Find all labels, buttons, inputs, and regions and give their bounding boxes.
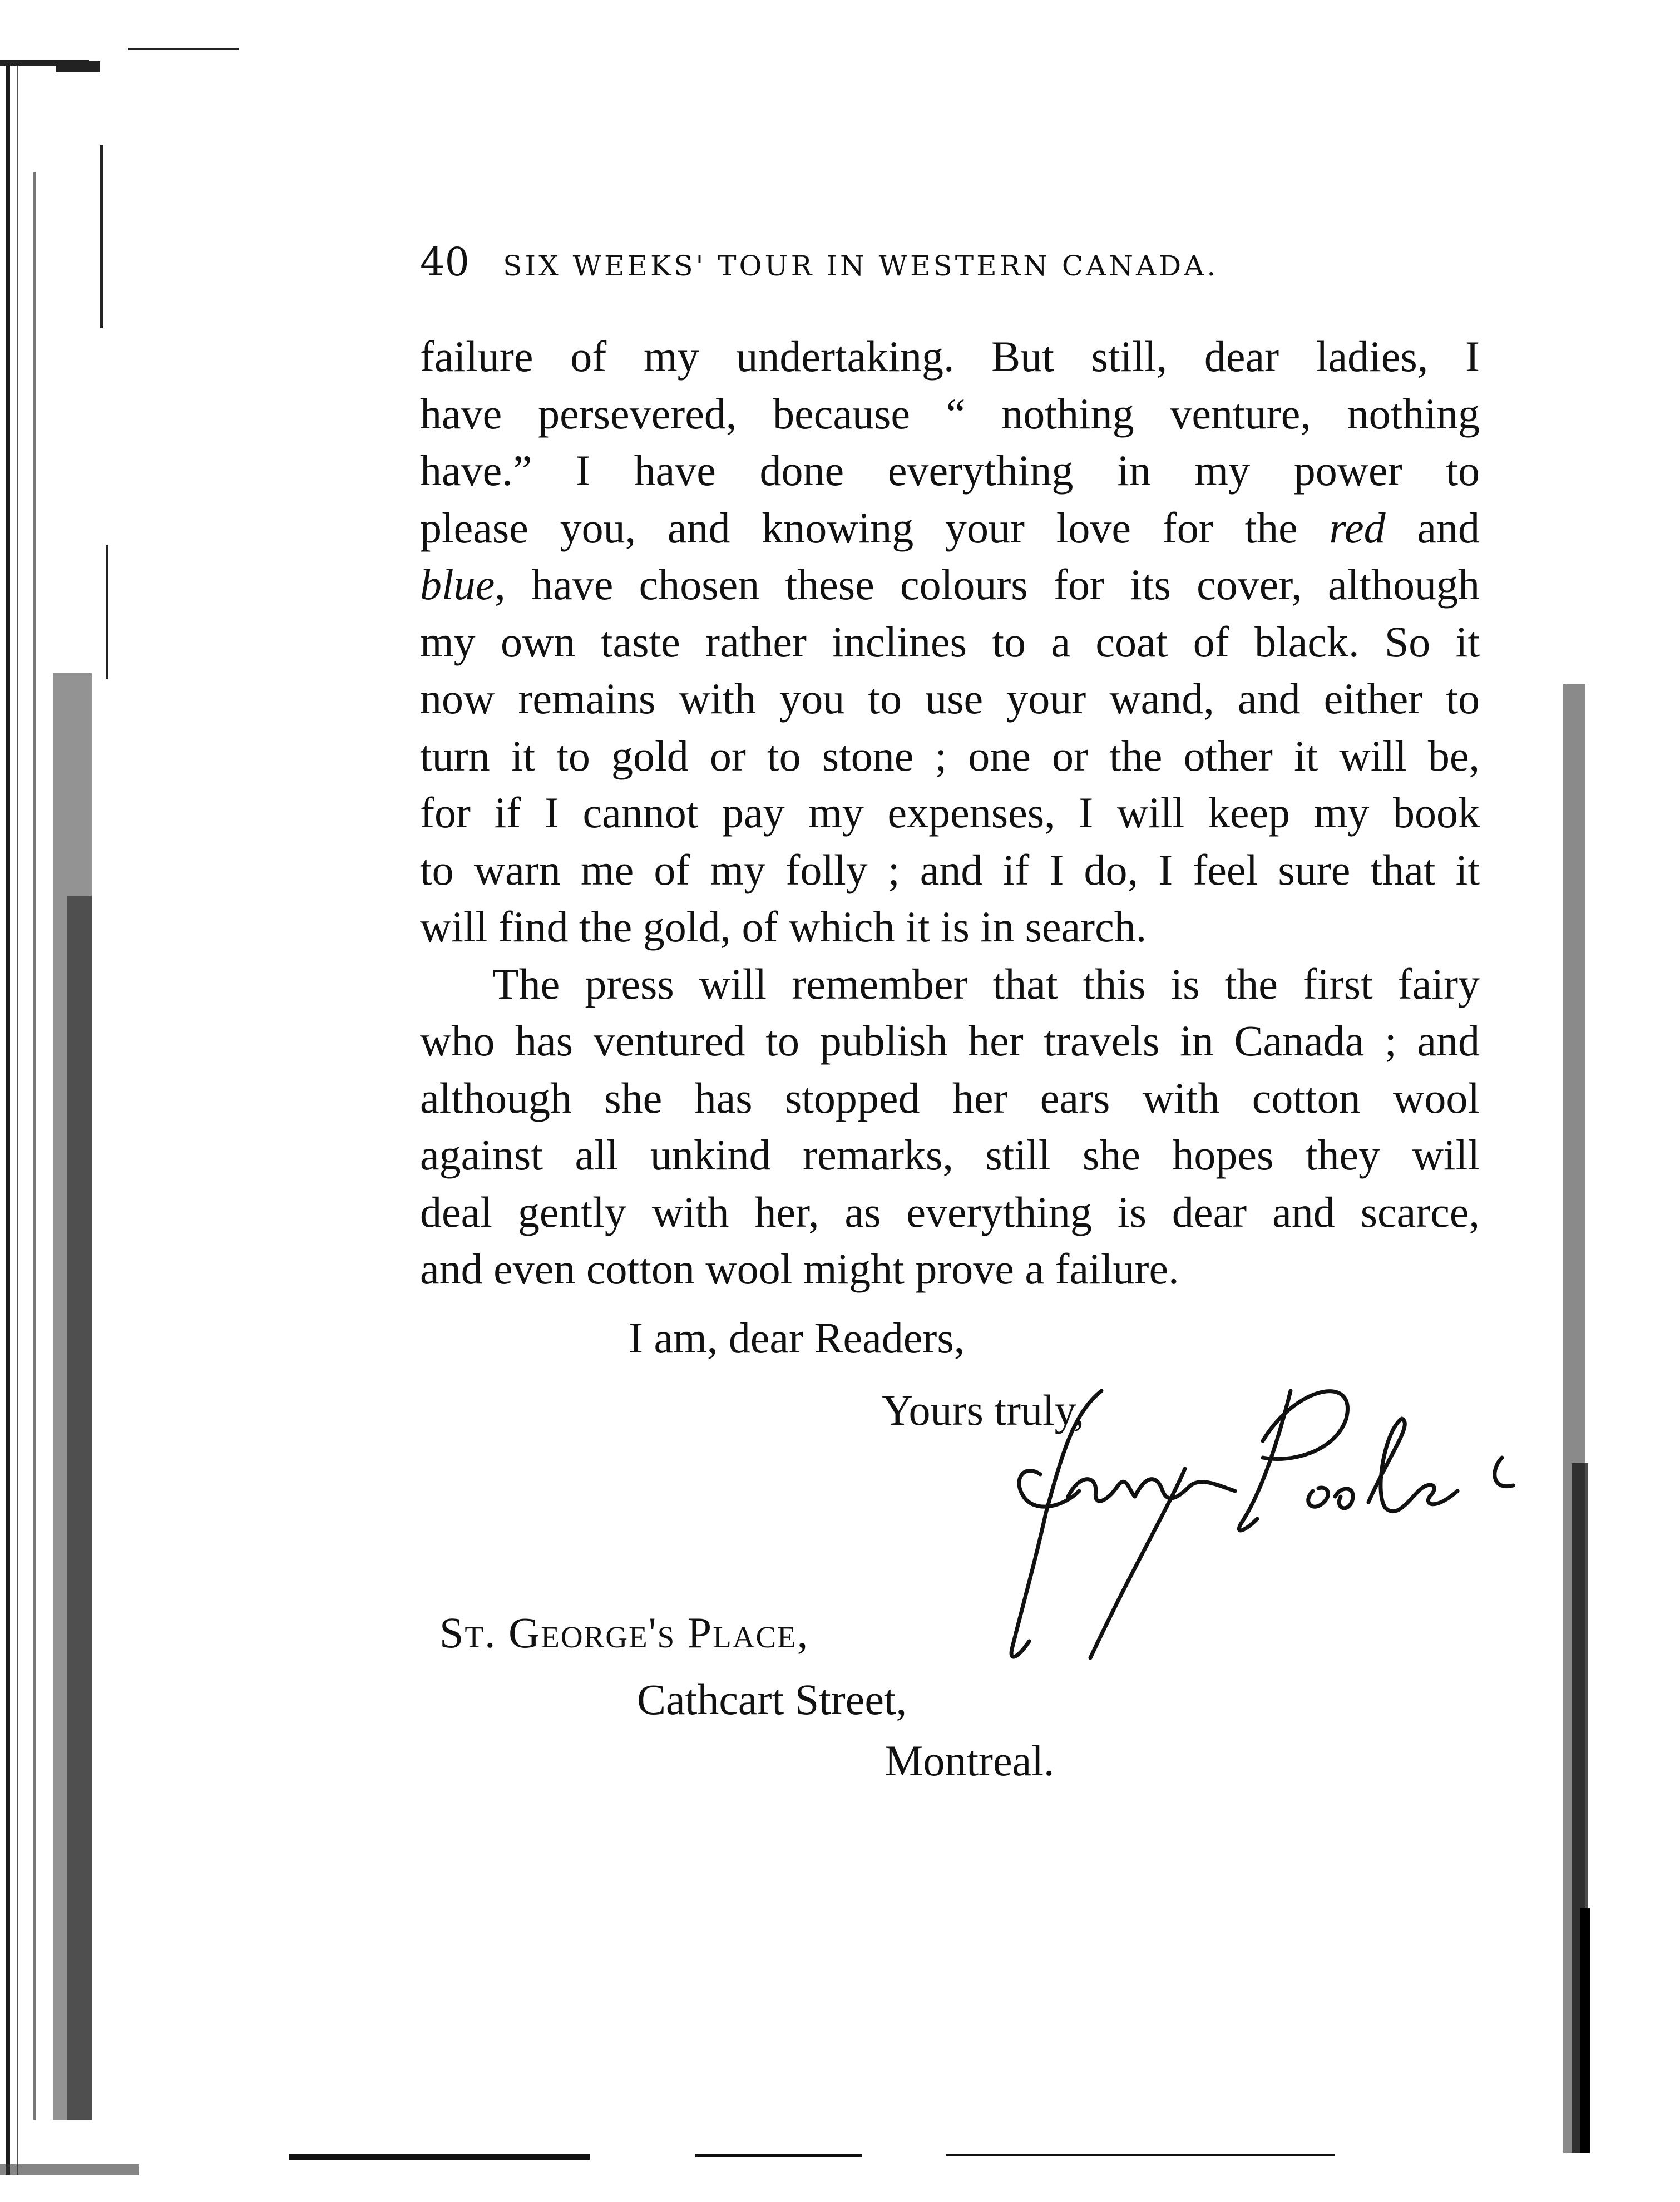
handwritten-signature — [1001, 1380, 1546, 1680]
scan-top-rule — [0, 60, 89, 66]
text-line: blue, have chosen these colours for its cover, although — [420, 560, 1480, 609]
text-line: who has ventured to publish her travels in Canada ; and — [420, 1016, 1480, 1065]
paragraph — [420, 328, 1480, 956]
address-line-2: Cathcart Street, — [637, 1675, 907, 1724]
text-line: failure of my undertaking. But still, dear ladies, I — [420, 332, 1480, 381]
text-line: to warn me of my folly ; and if I do, I feel sure that it — [420, 845, 1480, 894]
salutation: I am, dear Readers, — [629, 1314, 965, 1362]
body-text — [420, 328, 1480, 1298]
page-number: 40 — [420, 239, 470, 285]
valediction: Yours truly, — [882, 1386, 1085, 1434]
text-line: have.” I have done everything in my power to — [420, 446, 1480, 495]
text-line: for if I cannot pay my expenses, I will keep my book — [420, 788, 1480, 837]
text-line: deal gently with her, as everything is dear and scarce, — [420, 1187, 1480, 1236]
text-line: will find the gold, of which it is in search. — [420, 902, 1147, 951]
text-line: against all unkind remarks, still she hopes they will — [420, 1130, 1480, 1179]
text-line: and even cotton wool might prove a failure. — [420, 1245, 1179, 1293]
text-line: turn it to gold or to stone ; one or the other it will be, — [420, 731, 1480, 780]
address-line-1: St. George's Place, — [439, 1608, 809, 1657]
scan-bottom-rule — [946, 2154, 1335, 2156]
scan-binding-edge — [0, 61, 139, 2175]
text-line: please you, and knowing your love for the red and — [420, 503, 1480, 552]
address-line-3: Montreal. — [885, 1736, 1055, 1785]
scan-bottom-rule — [289, 2154, 590, 2160]
text-line: my own taste rather inclines to a coat of black. So it — [420, 617, 1480, 666]
text-line: have persevered, because “ nothing venture, nothing — [420, 389, 1480, 438]
text-line: The press will remember that this is the first fairy — [492, 959, 1480, 1008]
scan-right-edge — [1541, 684, 1591, 2153]
text-line: although she has stopped her ears with cotton wool — [420, 1073, 1480, 1122]
paragraph — [420, 956, 1480, 1298]
text-line: now remains with you to use your wand, and either to — [420, 674, 1480, 723]
scan-bottom-rule — [695, 2154, 862, 2157]
running-title: SIX WEEKS' TOUR IN WESTERN CANADA. — [503, 250, 1219, 282]
running-head — [420, 239, 1533, 289]
scan-top-rule — [128, 48, 239, 50]
